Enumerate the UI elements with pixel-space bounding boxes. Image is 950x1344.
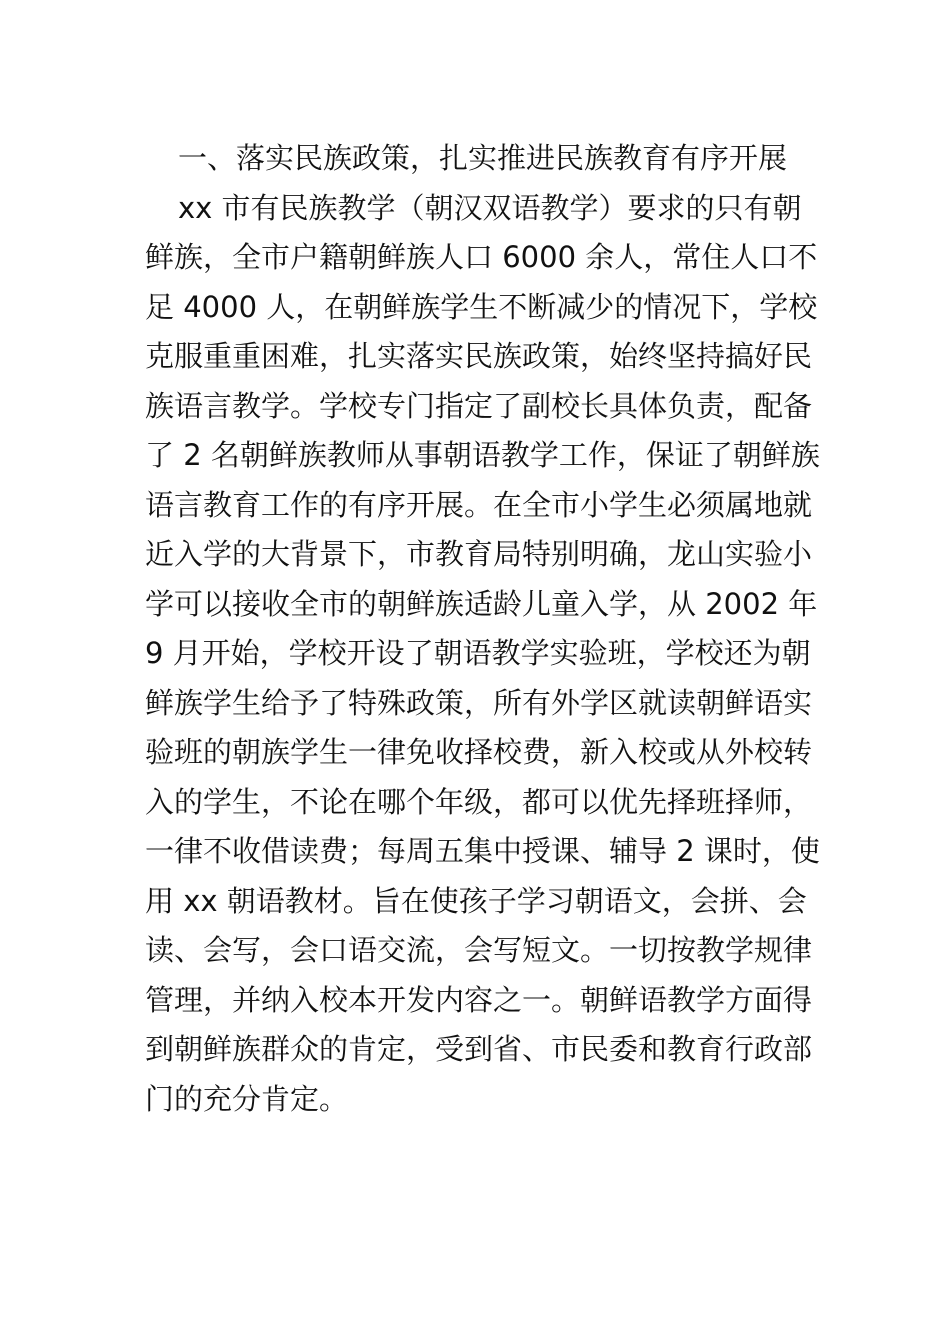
paragraph-line: 验班的朝族学生一律免收择校费，新入校或从外校转 <box>145 735 813 769</box>
paragraph-line: 鲜族学生给予了特殊政策，所有外学区就读朝鲜语实 <box>145 685 813 720</box>
paragraph-line: 克服重重困难，扎实落实民族政策，始终坚持搞好民 <box>145 339 813 373</box>
section-heading: 一、落实民族政策，扎实推进民族教育有序开展 <box>178 141 788 175</box>
paragraph-line: 入的学生，不论在哪个年级，都可以优先择班择师， <box>145 784 813 819</box>
paragraph-line: 鲜族，全市户籍朝鲜族人口 6000 余人，常住人口不 <box>145 240 818 274</box>
paragraph-line: 门的充分肯定。 <box>145 1081 349 1116</box>
paragraph-line: 族语言教学。学校专门指定了副校长具体负责，配备 <box>145 388 813 423</box>
paragraph-line: 到朝鲜族群众的肯定，受到省、市民委和教育行政部 <box>145 1032 813 1066</box>
paragraph-line: 学可以接收全市的朝鲜族适龄儿童入学，从 2002 年 <box>145 586 818 621</box>
paragraph-line: 用 xx 朝语教材。旨在使孩子学习朝语文，会拼、会 <box>145 883 807 918</box>
document-body <box>145 134 820 1124</box>
paragraph-line: 足 4000 人，在朝鲜族学生不断减少的情况下，学校 <box>145 289 818 324</box>
paragraph-line: 管理，并纳入校本开发内容之一。朝鲜语教学方面得 <box>145 982 813 1017</box>
paragraph-line: xx 市有民族教学（朝汉双语教学）要求的只有朝 <box>178 190 802 225</box>
paragraph-line: 语言教育工作的有序开展。在全市小学生必须属地就 <box>145 487 813 522</box>
paragraph-line: 一律不收借读费；每周五集中授课、辅导 2 课时，使 <box>145 834 820 868</box>
paragraph-line: 了 2 名朝鲜族教师从事朝语教学工作，保证了朝鲜族 <box>145 438 820 472</box>
paragraph-line: 读、会写，会口语交流，会写短文。一切按教学规律 <box>145 933 813 967</box>
paragraph-line: 近入学的大背景下，市教育局特别明确，龙山实验小 <box>145 537 813 571</box>
paragraph-line: 9 月开始，学校开设了朝语教学实验班，学校还为朝 <box>145 636 811 670</box>
